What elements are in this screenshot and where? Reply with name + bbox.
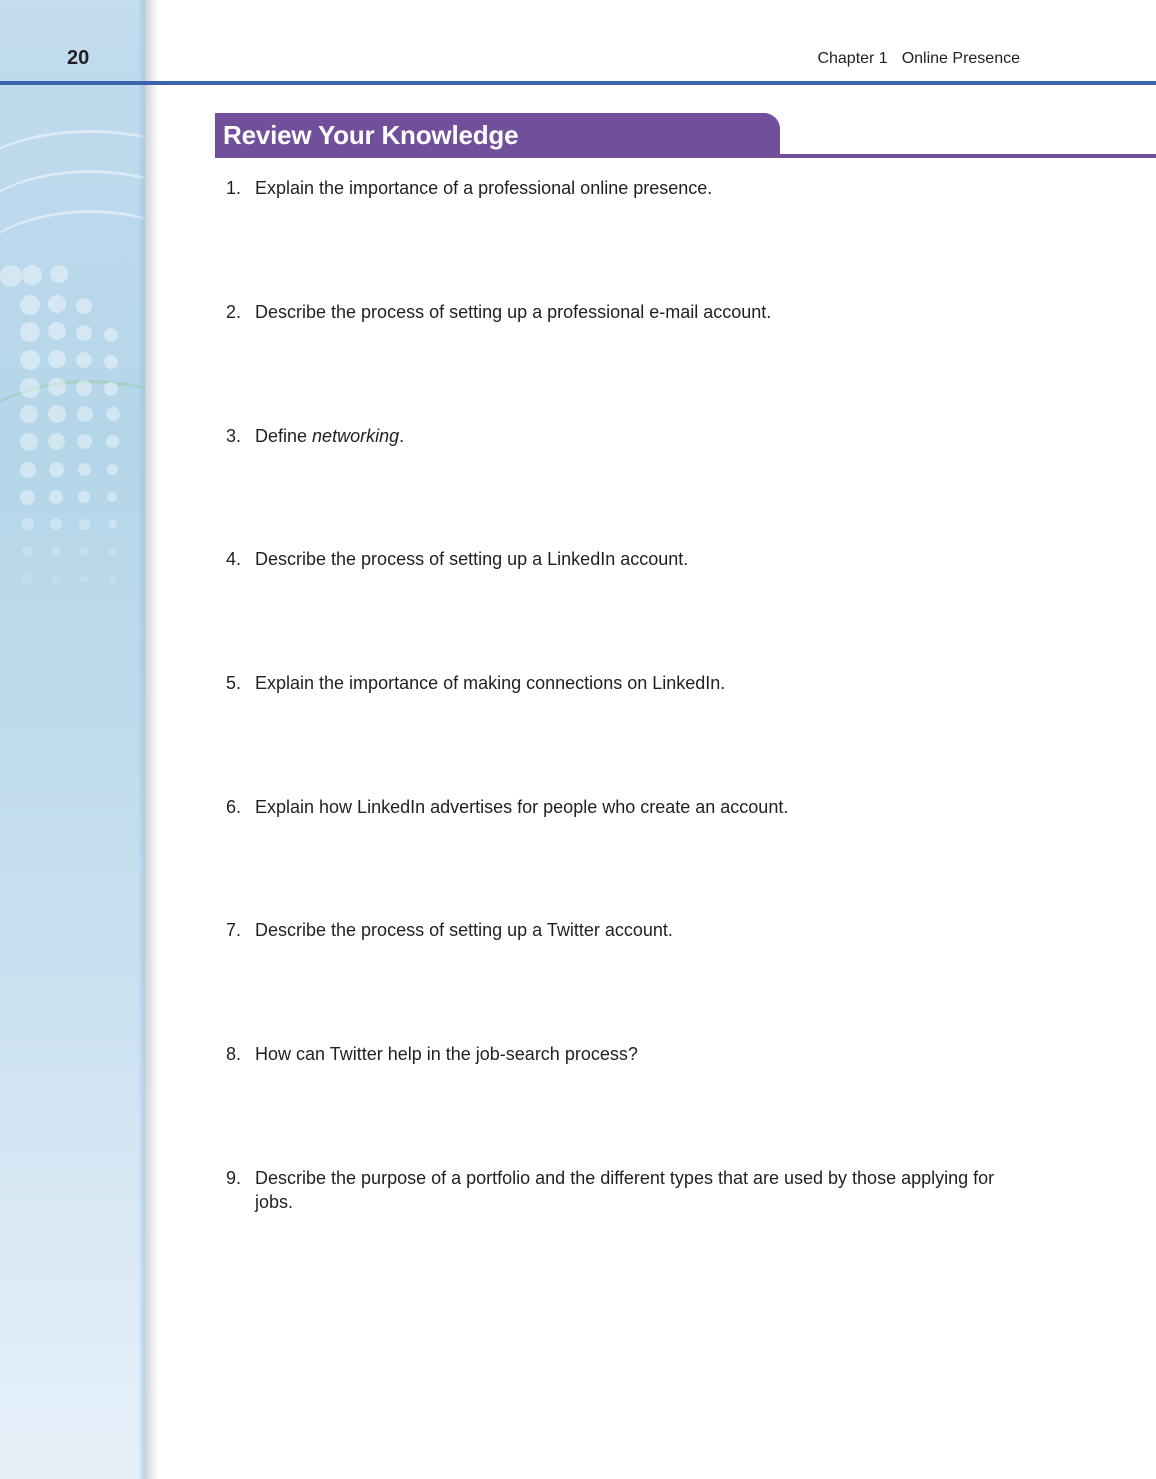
decorative-dot (0, 265, 22, 287)
decorative-dot (50, 518, 62, 530)
decorative-dot (20, 433, 38, 451)
decorative-dot (22, 265, 42, 285)
decorative-dot (51, 546, 61, 556)
question-text: Describe the process of setting up a LinkedIn account. (255, 549, 689, 569)
decorative-dot (104, 382, 118, 396)
decorative-dot (22, 574, 32, 584)
decorative-dot (106, 435, 119, 448)
decorative-dot (49, 462, 64, 477)
decorative-dot (20, 462, 36, 478)
decorative-dot (49, 490, 63, 504)
question-text: Describe the process of setting up a Twitter account. (255, 920, 673, 940)
decorative-dot (48, 295, 66, 313)
decorative-dot (79, 519, 90, 530)
section-heading-tab (215, 113, 780, 155)
decorative-dot (48, 405, 66, 423)
decorative-dot (20, 378, 40, 398)
side-band-shadow (145, 0, 159, 1479)
question-text (255, 424, 1016, 448)
running-head-chapter: Chapter 1 (817, 50, 888, 67)
question-term: networking (312, 426, 400, 446)
question-item (226, 176, 1016, 200)
decorative-dot (20, 490, 35, 505)
decorative-dot (76, 298, 92, 314)
decorative-dot (78, 463, 91, 476)
decorative-dot (104, 328, 118, 342)
decorative-dot (76, 325, 92, 341)
decorative-dot (48, 350, 66, 368)
running-head (817, 50, 1020, 68)
decorative-dot (21, 518, 34, 531)
question-text: Explain the importance of a professional online presence. (255, 178, 713, 198)
section-heading-rule (215, 154, 1156, 158)
question-number: 6. (226, 797, 242, 817)
decorative-dot (80, 575, 88, 583)
decorative-dot (50, 265, 68, 283)
decorative-dot (108, 520, 117, 529)
decorative-dot (109, 576, 116, 583)
decorative-dot (104, 355, 118, 369)
decorative-wave (0, 210, 145, 363)
question-item (226, 424, 1016, 448)
question-number: 4. (226, 549, 242, 569)
decorative-dot (48, 433, 65, 450)
side-band-edge (138, 0, 145, 1479)
decorative-dot (48, 322, 66, 340)
decorative-side-band (0, 0, 145, 1479)
page-number: 20 (67, 47, 90, 69)
question-item (226, 1166, 1016, 1214)
decorative-dot (48, 378, 66, 396)
section-title: Review Your Knowledge (223, 120, 519, 150)
question-text-suffix: . (399, 426, 405, 446)
decorative-dot (20, 405, 38, 423)
decorative-dot (76, 380, 92, 396)
question-item (226, 795, 1016, 819)
decorative-dot (78, 491, 90, 503)
question-text: Explain how LinkedIn advertises for people who create an account. (255, 797, 789, 817)
question-text: Describe the purpose of a portfolio and the different types that are used by those applying for jobs. (255, 1168, 995, 1212)
question-number: 7. (226, 920, 242, 940)
question-item (226, 300, 1016, 324)
question-number: 9. (226, 1168, 242, 1188)
header-rule (0, 81, 1156, 85)
decorative-dot (80, 547, 89, 556)
question-item (226, 918, 1016, 942)
question-text: Describe the process of setting up a professional e-mail account. (255, 302, 772, 322)
decorative-dot (76, 352, 92, 368)
decorative-dot (51, 574, 60, 583)
decorative-dot (109, 548, 117, 556)
question-number: 5. (226, 673, 242, 693)
decorative-dot (20, 322, 40, 342)
decorative-dot (107, 492, 117, 502)
decorative-dot (77, 406, 93, 422)
question-number: 8. (226, 1044, 242, 1064)
question-text: How can Twitter help in the job-search process? (255, 1044, 638, 1064)
question-item (226, 1042, 1016, 1066)
question-item (226, 671, 1016, 695)
decorative-dot (20, 350, 40, 370)
decorative-dot (106, 407, 120, 421)
question-item (226, 547, 1016, 571)
decorative-dot (22, 546, 33, 557)
decorative-dot (77, 434, 92, 449)
question-number: 3. (226, 426, 242, 446)
decorative-dot (20, 295, 40, 315)
question-text-prefix: Define (255, 426, 313, 446)
decorative-dot (107, 464, 118, 475)
running-head-title: Online Presence (901, 50, 1020, 67)
question-number: 1. (226, 178, 242, 198)
question-number: 2. (226, 302, 242, 322)
question-text: Explain the importance of making connections on LinkedIn. (255, 673, 726, 693)
